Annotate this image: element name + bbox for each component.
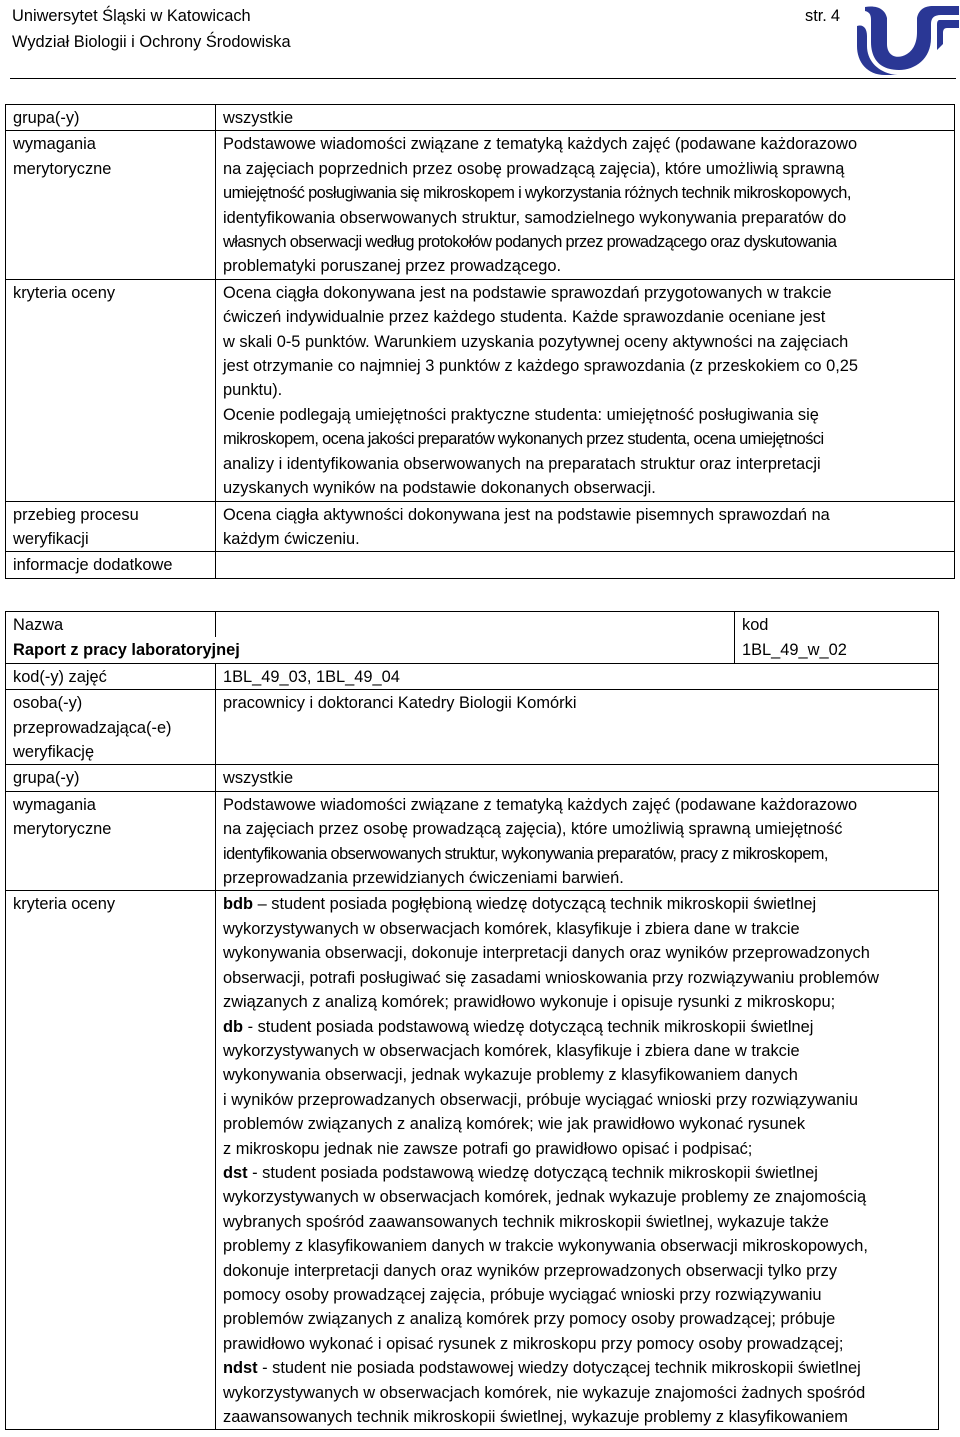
criteria-line: i wyników przeprowadzanych obserwacji, próbuje wyciągać wnioski przy rozwiązywaniu bbox=[223, 1090, 858, 1109]
verification-table-2 bbox=[5, 611, 939, 1430]
criteria-line: problemów związanych z analizą komórek; wie jak prawidłowo wykonać rysunek bbox=[223, 1115, 806, 1134]
criteria-value: Ocena ciągła dokonywana jest na podstawie sprawozdań przygotowanych w trakcie ćwiczeń indywidualnie przez każdego studenta. Każde sprawozdanie oceniane jest w skali 0-5 punktów. Warunkiem uzyskania pozytywnej oceny aktywności na zajęciach jest otrzymanie co najmniej 3 punktów z każdego sprawozdania (z przeskokiem co 0,25 punktu). Ocenie podlegają umiejętności praktyczne studenta: umiejętność posługiwania się mikroskopem, ocena jakości preparatów wykonanych przez studenta, ocena umiejętności analizy i identyfikowania obserwowanych na preparatach struktur oraz interpretacji uzyskanych wyników na podstawie dokonanych obserwacji. bbox=[216, 279, 955, 501]
code-label: kod bbox=[735, 612, 939, 638]
additional-info-value bbox=[216, 552, 955, 578]
table-row bbox=[6, 552, 955, 578]
criteria-line: z mikroskopu jednak nie zawsze potrafi go prawidłowo opisać i podpisać; bbox=[223, 1139, 753, 1158]
criteria-line: bdb – student posiada pogłębioną wiedzę dotyczącą technik mikroskopii świetlnej bbox=[223, 895, 817, 914]
table-row bbox=[6, 501, 955, 552]
criteria-line: wykorzystywanych w obserwacjach komórek, nie wykazuje znajomości żadnych spośród bbox=[223, 1383, 866, 1402]
additional-info-label: informacje dodatkowe bbox=[6, 552, 216, 578]
table-row bbox=[6, 637, 939, 663]
page-label: str. bbox=[805, 7, 827, 25]
criteria-line: wykorzystywanych w obserwacjach komórek, klasyfikuje i zbiera dane w trakcie bbox=[223, 1041, 800, 1060]
criteria-label: kryteria oceny bbox=[6, 891, 216, 1430]
course-codes-value: 1BL_49_03, 1BL_49_04 bbox=[216, 663, 939, 689]
group-label: grupa(-y) bbox=[6, 105, 216, 131]
criteria-line: pomocy osoby prowadzącej zajęcia, próbuje wyciągać wnioski przy rozwiązywaniu bbox=[223, 1285, 822, 1304]
page-number bbox=[805, 4, 840, 28]
code-value: 1BL_49_w_02 bbox=[735, 637, 939, 663]
person-value: pracownicy i doktoranci Katedry Biologii Komórki bbox=[216, 690, 939, 765]
table-row bbox=[6, 765, 939, 791]
table-row bbox=[6, 791, 939, 891]
university-name: Uniwersytet Śląski w Katowicach bbox=[12, 7, 251, 25]
table-row bbox=[6, 612, 939, 638]
table-row bbox=[6, 279, 955, 501]
page-header bbox=[12, 4, 952, 76]
university-logo-icon bbox=[855, 4, 960, 76]
group-value: wszystkie bbox=[216, 105, 955, 131]
criteria-line: prawidłowo wykonać i opisać rysunek z mikroskopu przy pomocy osoby prowadzącej; bbox=[223, 1334, 844, 1353]
criteria-line: wykorzystywanych w obserwacjach komórek, jednak wykazuje problemy ze znajomością bbox=[223, 1188, 867, 1207]
table-row bbox=[6, 131, 955, 279]
criteria-line: dokonuje interpretacji danych oraz wyników przeprowadzonych obserwacji tylko przy bbox=[223, 1261, 838, 1280]
criteria-value bbox=[216, 891, 939, 1430]
verification-process-value: Ocena ciągła aktywności dokonywana jest na podstawie pisemnych sprawozdań na każdym ćwiczeniu. bbox=[216, 501, 955, 552]
group-value: wszystkie bbox=[216, 765, 939, 791]
criteria-line: wykonywania obserwacji, dokonuje interpretacji danych oraz wyników przeprowadzonych bbox=[223, 944, 870, 963]
criteria-line: związanych z analizą komórek; prawidłowo wykonuje i opisuje rysunki z mikroskopu; bbox=[223, 993, 836, 1012]
criteria-line: ndst - student nie posiada podstawowej wiedzy dotyczącej technik mikroskopii świetlnej bbox=[223, 1359, 861, 1378]
table-row bbox=[6, 690, 939, 765]
criteria-line: wykorzystywanych w obserwacjach komórek, klasyfikuje i zbiera dane w trakcie bbox=[223, 919, 800, 938]
course-codes-label: kod(-y) zajęć bbox=[6, 663, 216, 689]
group-label: grupa(-y) bbox=[6, 765, 216, 791]
name-label: Nazwa bbox=[6, 612, 216, 638]
criteria-line: dst - student posiada podstawową wiedzę dotyczącą technik mikroskopii świetlnej bbox=[223, 1163, 818, 1182]
requirements-value: Podstawowe wiadomości związane z tematyką każdych zajęć (podawane każdorazowo na zajęciach przez osobę prowadzącą zajęcia), które umożliwią sprawną umiejętność identyfikowania obserwowanych struktur, wykonywania preparatów, pracy z mikroskopem, przeprowadzania przewidzianych ćwiczeniami barwień. bbox=[216, 791, 939, 891]
requirements-label: wymagania merytoryczne bbox=[6, 131, 216, 279]
criteria-line: obserwacji, potrafi posługiwać się zasadami wnioskowania przy rozwiązywaniu problemów bbox=[223, 968, 879, 987]
criteria-line: wykonywania obserwacji, jednak wykazuje problemy z klasyfikowaniem danych bbox=[223, 1066, 798, 1085]
table-row bbox=[6, 891, 939, 1430]
verification-table-1 bbox=[5, 104, 955, 579]
table-row bbox=[6, 105, 955, 131]
requirements-label: wymagania merytoryczne bbox=[6, 791, 216, 891]
header-divider bbox=[10, 78, 956, 79]
page-number-value: 4 bbox=[830, 7, 840, 25]
criteria-line: zaawansowanych technik mikroskopii świetlnej, wykazuje problemy z klasyfikowaniem bbox=[223, 1408, 848, 1426]
faculty-name: Wydział Biologii i Ochrony Środowiska bbox=[12, 33, 291, 51]
table-row bbox=[6, 663, 939, 689]
person-label: osoba(-y) przeprowadzająca(-e) weryfikację bbox=[6, 690, 216, 765]
name-value: Raport z pracy laboratoryjnej bbox=[6, 637, 735, 663]
criteria-label: kryteria oceny bbox=[6, 279, 216, 501]
criteria-line: wybranych spośród zaawansowanych technik mikroskopii świetlnej, wykazuje także bbox=[223, 1212, 829, 1231]
criteria-line: db - student posiada podstawową wiedzę dotyczącą technik mikroskopii świetlnej bbox=[223, 1017, 814, 1036]
criteria-line: problemy z klasyfikowaniem danych w trakcie wykonywania obserwacji mikroskopowych, bbox=[223, 1237, 868, 1256]
requirements-value: Podstawowe wiadomości związane z tematyką każdych zajęć (podawane każdorazowo na zajęciach poprzednich przez osobę prowadzącą zajęcia), które umożliwią sprawną umiejętność posługiwania się mikroskopem i wykorzystania różnych technik mikroskopowych, identyfikowania obserwowanych struktur, samodzielnego wykonywania preparatów do własnych obserwacji według protokołów podanych przez prowadzącego oraz dyskutowania problematyki poruszanej przez prowadzącego. bbox=[216, 131, 955, 279]
verification-process-label: przebieg procesu weryfikacji bbox=[6, 501, 216, 552]
criteria-line: problemów związanych z analizą komórek przy pomocy osoby prowadzącej; próbuje bbox=[223, 1310, 836, 1329]
